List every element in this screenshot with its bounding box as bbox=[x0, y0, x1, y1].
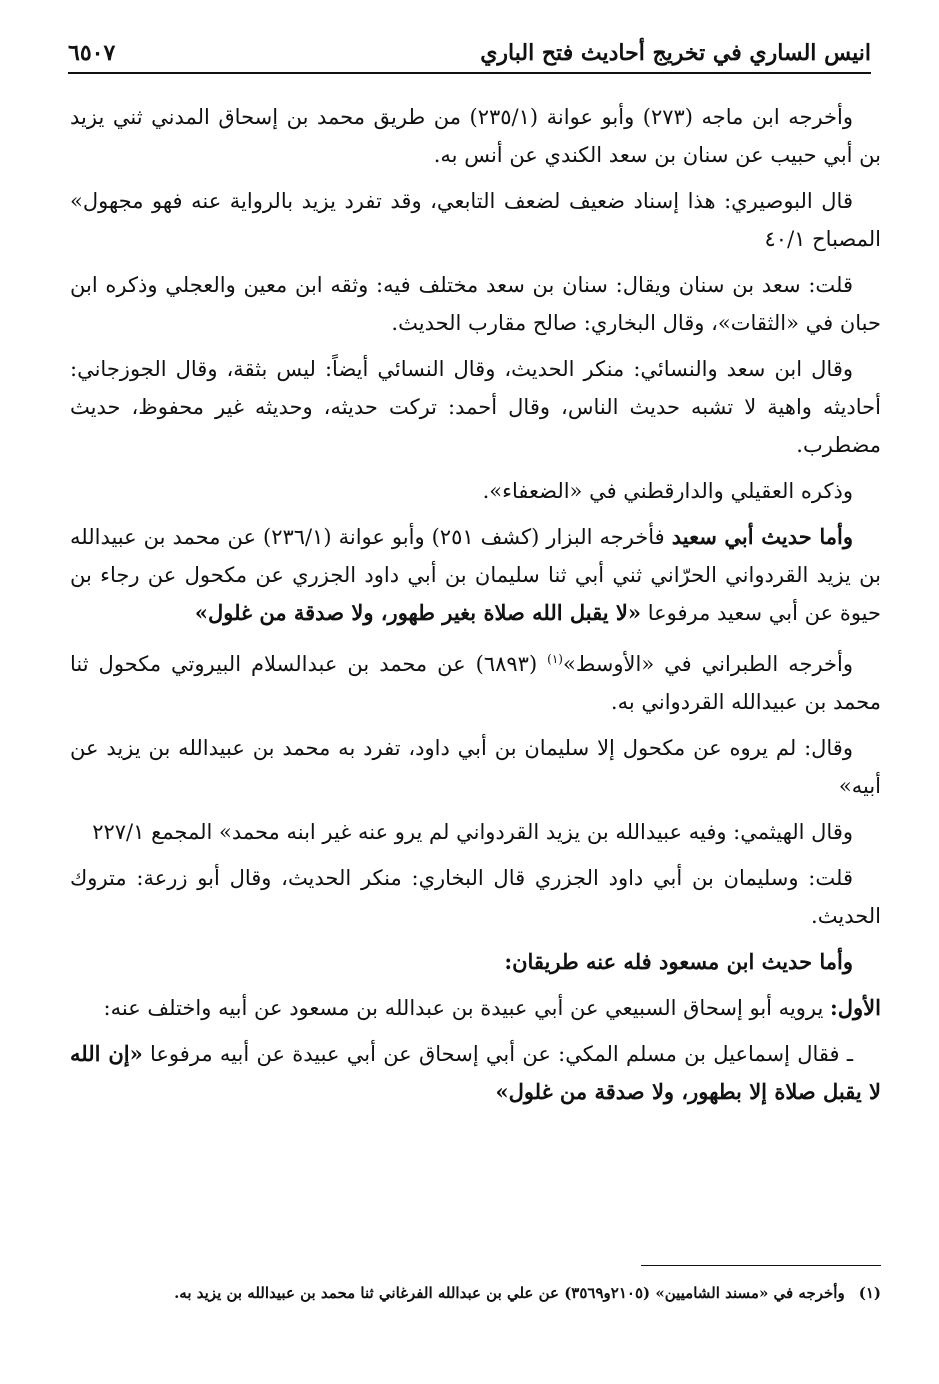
paragraph-3: قلت: سعد بن سنان ويقال: سنان بن سعد مختلف فيه: وثقه ابن معين والعجلي وذكره ابن حبان في «الثقات»، وقال البخاري: صالح مقارب الحديث. bbox=[70, 273, 881, 335]
paragraph-1: وأخرجه ابن ماجه (٢٧٣) وأبو عوانة (٢٣٥/١) من طريق محمد بن إسحاق المدني ثني يزيد بن أبي حبيب عن سنان بن سعد الكندي عن أنس به. bbox=[70, 105, 881, 167]
paragraph-13: ـ فقال إسماعيل بن مسلم المكي: عن أبي إسحاق عن أبي عبيدة عن أبيه مرفوعا «إن الله لا يقبل صلاة إلا بطهور، ولا صدقة من غلول» bbox=[70, 1041, 881, 1104]
footnote-divider bbox=[641, 1265, 881, 1266]
paragraph-9: وقال الهيثمي: وفيه عبيدالله بن يزيد القردواني لم يرو عنه غير ابنه محمد» المجمع ٢٢٧/١ bbox=[92, 820, 853, 844]
main-text bbox=[70, 98, 881, 1119]
paragraph-5: وذكره العقيلي والدارقطني في «الضعفاء». bbox=[482, 479, 853, 503]
footnote-text: وأخرجه في «مسند الشاميين» (٢١٠٥و٣٥٦٩) عن علي بن عبدالله الفرغاني ثنا محمد بن عبيدالله بن يزيد به. bbox=[174, 1284, 845, 1302]
footnote-ref[interactable]: (١) bbox=[547, 652, 563, 666]
paragraph-10: قلت: وسليمان بن أبي داود الجزري قال البخاري: منكر الحديث، وقال أبو زرعة: متروك الحديث. bbox=[70, 866, 881, 928]
paragraph-12: الأول: يرويه أبو إسحاق السبيعي عن أبي عبيدة بن عبدالله بن مسعود عن أبيه واختلف عنه: bbox=[103, 995, 881, 1020]
paragraph-4: وقال ابن سعد والنسائي: منكر الحديث، وقال النسائي أيضاً: ليس بثقة، وقال الجوزجاني: أحاديثه واهية لا تشبه حديث الناس، وقال أحمد: تركت حديثه، وحديثه غير محفوظ، حديث مضطرب. bbox=[70, 357, 881, 457]
page-header bbox=[68, 34, 871, 74]
paragraph-2: قال البوصيري: هذا إسناد ضعيف لضعف التابعي، وقد تفرد يزيد بالرواية عنه فهو مجهول» المصباح ٤٠/١ bbox=[70, 189, 881, 251]
paragraph-6: وأما حديث أبي سعيد فأخرجه البزار (كشف ٢٥١) وأبو عوانة (٢٣٦/١) عن محمد بن عبيدالله بن يزيد القردواني الحرّاني ثني أبي ثنا سليمان بن أبي داود الجزري عن مكحول عن رجاء بن حيوة عن أبي سعيد مرفوعا «لا يقبل الله صلاة بغير طهور، ولا صدقة من غلول» bbox=[70, 524, 881, 625]
paragraph-7: وأخرجه الطبراني في «الأوسط»$^{(١)}$ (٦٨٩٣) عن محمد بن عبدالسلام البيروتي مكحول ثنا محمد بن عبيدالله القردواني به. bbox=[70, 652, 881, 714]
page-number: ٦٥٠٧ bbox=[68, 40, 116, 66]
book-title: انيس الساري في تخريج أحاديث فتح الباري bbox=[480, 40, 871, 66]
footnote-number: (١) bbox=[858, 1284, 881, 1302]
paragraph-8: وقال: لم يروه عن مكحول إلا سليمان بن أبي داود، تفرد به محمد بن عبيدالله بن يزيد عن أبيه» bbox=[70, 736, 881, 798]
paragraph-11: وأما حديث ابن مسعود فله عنه طريقان: bbox=[504, 949, 853, 974]
footnote bbox=[70, 1280, 881, 1306]
